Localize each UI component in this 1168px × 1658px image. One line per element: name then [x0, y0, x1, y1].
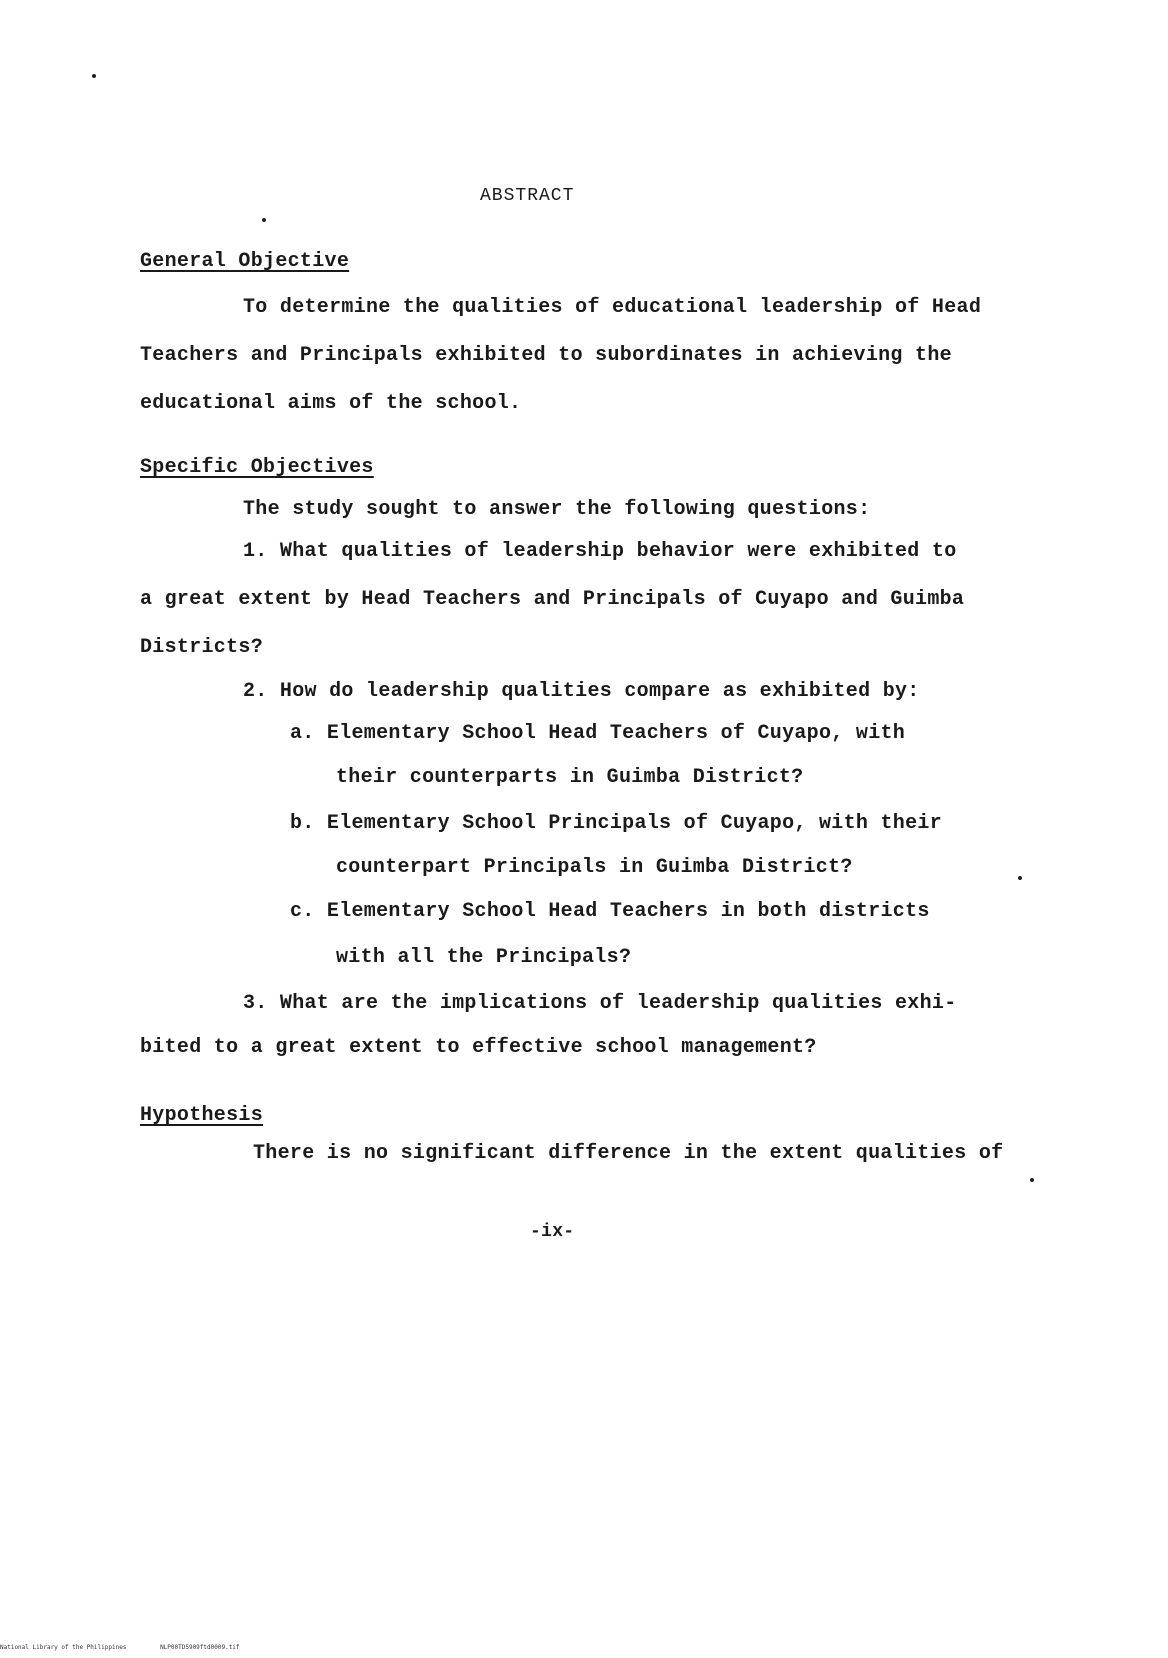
question-2-item-a: their counterparts in Guimba District?: [336, 766, 804, 789]
scan-speck: [1018, 876, 1022, 880]
general-objective-heading: General Objective: [140, 250, 350, 273]
question-2-item-b: b. Elementary School Principals of Cuyapo, with their: [290, 812, 943, 835]
scan-speck: [1030, 1178, 1034, 1182]
footer-filename: NLP00TD5909ftd0009.tif: [160, 1644, 240, 1651]
question-2-item-a: a. Elementary School Head Teachers of Cuyapo, with: [290, 722, 906, 745]
question-2-intro: 2. How do leadership qualities compare as exhibited by:: [243, 680, 920, 703]
page-number: -ix-: [530, 1222, 575, 1242]
question-1-line: 1. What qualities of leadership behavior were exhibited to: [243, 540, 957, 563]
general-objective-line: educational aims of the school.: [140, 392, 522, 415]
question-3-line: bited to a great extent to effective school management?: [140, 1036, 817, 1059]
hypothesis-heading: Hypothesis: [140, 1104, 264, 1127]
specific-objectives-intro: The study sought to answer the following questions:: [243, 498, 871, 521]
footer-library: National Library of the Philippines: [0, 1644, 127, 1651]
question-2-item-c: c. Elementary School Head Teachers in both districts: [290, 900, 930, 923]
general-objective-line: To determine the qualities of educational leadership of Head: [243, 296, 982, 319]
question-2-item-b: counterpart Principals in Guimba District?: [336, 856, 853, 879]
hypothesis-line: There is no significant difference in the extent qualities of: [253, 1142, 1004, 1165]
scan-speck: [92, 74, 96, 78]
question-1-line: Districts?: [140, 636, 264, 659]
specific-objectives-heading: Specific Objectives: [140, 456, 374, 479]
scan-footer: [0, 1644, 270, 1651]
general-objective-line: Teachers and Principals exhibited to subordinates in achieving the: [140, 344, 952, 367]
question-2-item-c: with all the Principals?: [336, 946, 632, 969]
question-1-line: a great extent by Head Teachers and Principals of Cuyapo and Guimba: [140, 588, 965, 611]
scan-speck: [262, 218, 266, 222]
abstract-title: ABSTRACT: [480, 186, 575, 206]
question-3-line: 3. What are the implications of leadership qualities exhi-: [243, 992, 957, 1015]
